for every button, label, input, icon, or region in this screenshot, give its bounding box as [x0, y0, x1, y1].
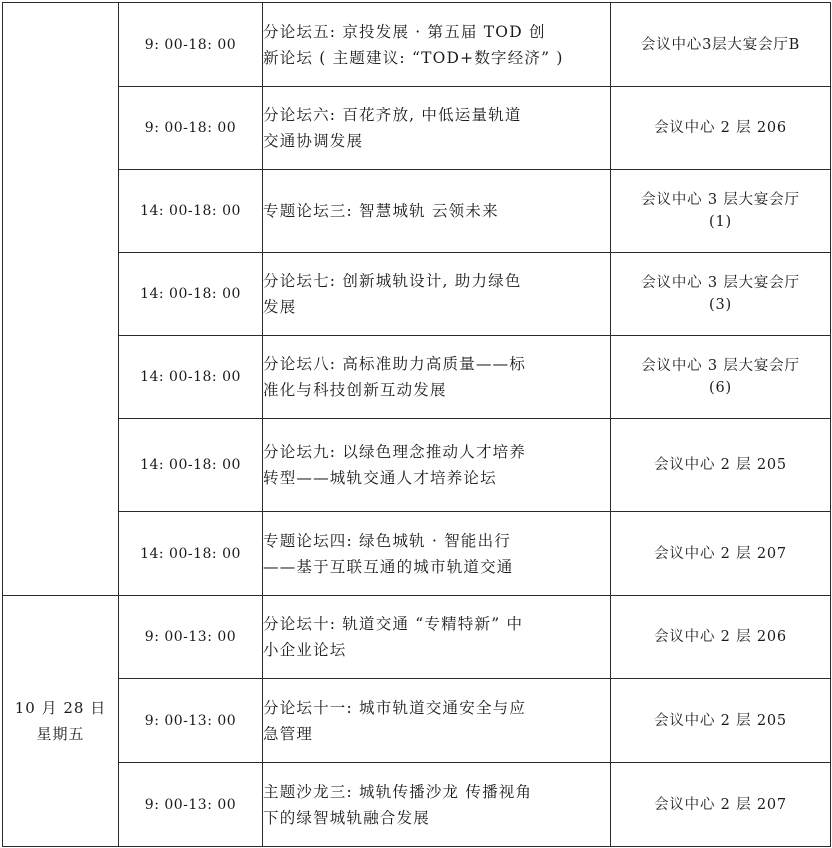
venue-cell: [611, 3, 831, 87]
topic-cell: [263, 170, 611, 253]
venue-cell: [611, 596, 831, 679]
topic-line: 转型——城轨交通人才培养论坛: [263, 469, 497, 487]
topic-cell: [263, 679, 611, 763]
venue-line: (1): [709, 214, 732, 230]
topic-line: 专题论坛三: 智慧城轨 云领未来: [263, 202, 499, 220]
topic-cell: [263, 419, 611, 512]
time-cell: 9: 00-13: 00: [119, 596, 263, 679]
table-row: [3, 679, 831, 763]
table-row: [3, 596, 831, 679]
topic-cell: [263, 512, 611, 596]
venue-cell: [611, 679, 831, 763]
venue-line: 会议中心 2 层 207: [654, 796, 787, 813]
date-label: 10 月 28 日: [14, 699, 107, 717]
venue-line: 会议中心 3 层大宴会厅: [641, 192, 800, 208]
topic-line: 分论坛十: 轨道交通 “专精特新” 中: [263, 615, 524, 633]
topic-line: 发展: [263, 298, 297, 316]
table-row: [3, 512, 831, 596]
venue-cell: [611, 512, 831, 596]
table-row: [3, 170, 831, 253]
topic-cell: [263, 253, 611, 336]
date-cell-group-2: [3, 596, 119, 847]
table-row: [3, 419, 831, 512]
table-row: [3, 253, 831, 336]
table-row: [3, 763, 831, 847]
time-cell: 14: 00-18: 00: [119, 170, 263, 253]
topic-line: 小企业论坛: [263, 641, 347, 659]
venue-line: 会议中心 2 层 206: [654, 629, 787, 645]
topic-cell: [263, 763, 611, 847]
venue-line: 会议中心 3 层大宴会厅: [641, 275, 800, 291]
venue-cell: [611, 763, 831, 847]
time-cell: 9: 00-13: 00: [119, 679, 263, 763]
topic-line: 主题沙龙三: 城轨传播沙龙 传播视角: [263, 782, 533, 801]
venue-line: 会议中心 2 层 205: [654, 457, 787, 473]
topic-cell: [263, 336, 611, 419]
time-cell: 9: 00-18: 00: [119, 87, 263, 170]
topic-line: 下的绿智城轨融合发展: [263, 808, 431, 827]
venue-line: 会议中心3层大宴会厅B: [640, 36, 801, 53]
venue-line: 会议中心 2 层 207: [654, 545, 787, 562]
table-row: [3, 3, 831, 87]
date-cell-group-1: [3, 3, 119, 596]
topic-line: 分论坛九: 以绿色理念推动人才培养: [263, 443, 527, 461]
topic-line: 交通协调发展: [263, 132, 364, 150]
table-row: [3, 87, 831, 170]
time-cell: 14: 00-18: 00: [119, 512, 263, 596]
topic-cell: [263, 596, 611, 679]
time-cell: 9: 00-13: 00: [119, 763, 263, 847]
table-row: [3, 336, 831, 419]
venue-cell: [611, 87, 831, 170]
topic-line: 急管理: [263, 724, 314, 743]
venue-cell: [611, 336, 831, 419]
venue-cell: [611, 253, 831, 336]
topic-cell: [263, 87, 611, 170]
venue-line: 会议中心 2 层 205: [654, 712, 787, 729]
topic-line: 分论坛七: 创新城轨设计, 助力绿色: [263, 272, 522, 290]
time-cell: 14: 00-18: 00: [119, 419, 263, 512]
venue-line: 会议中心 3 层大宴会厅: [641, 358, 800, 374]
weekday-label: 星期五: [36, 725, 85, 743]
topic-cell: [263, 3, 611, 87]
topic-line: 准化与科技创新互动发展: [263, 381, 447, 399]
time-cell: 9: 00-18: 00: [119, 3, 263, 87]
venue-cell: [611, 419, 831, 512]
topic-line: 专题论坛四: 绿色城轨 · 智能出行: [263, 531, 512, 550]
schedule-table: [2, 2, 831, 847]
topic-line: 分论坛十一: 城市轨道交通安全与应: [263, 698, 527, 717]
venue-line: 会议中心 2 层 206: [654, 120, 787, 136]
topic-line: 分论坛八: 高标准助力高质量——标: [263, 355, 527, 373]
time-cell: 14: 00-18: 00: [119, 336, 263, 419]
topic-line: ——基于互联互通的城市轨道交通: [263, 557, 514, 576]
topic-line: 分论坛五: 京投发展 · 第五届 TOD 创: [263, 22, 546, 41]
topic-line: 分论坛六: 百花齐放, 中低运量轨道: [263, 106, 522, 124]
venue-line: (6): [709, 380, 732, 396]
venue-cell: [611, 170, 831, 253]
venue-line: (3): [709, 297, 732, 313]
topic-line: 新论坛 ( 主题建议: “TOD+数字经济” ): [263, 48, 564, 67]
time-cell: 14: 00-18: 00: [119, 253, 263, 336]
